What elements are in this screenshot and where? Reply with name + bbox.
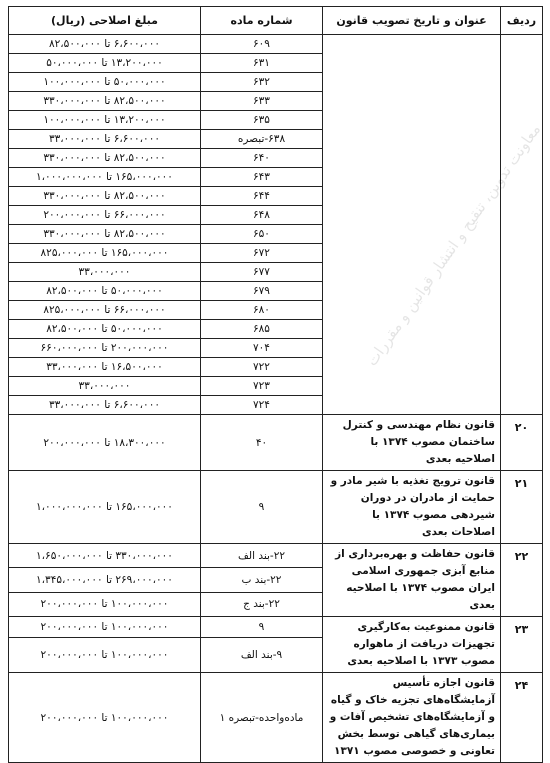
header-fine: مبلغ اصلاحی (ریال) — [9, 7, 201, 35]
fine-cell: ۲۶۹،۰۰۰،۰۰۰ تا ۱،۳۴۵،۰۰۰،۰۰۰ — [9, 568, 201, 592]
watermark-text: معاونت تدوین، تنقیح و انتشار قوانین و مقررات — [362, 120, 545, 370]
article-cell: ۲۲-بند ب — [201, 568, 323, 592]
law-title: قانون ممنوعیت به‌کارگیری تجهیزات دریافت از ماهواره مصوب ۱۳۷۳ با اصلاحیه بعدی — [323, 617, 501, 673]
table-row-24 — [9, 673, 543, 763]
article-cell: ۶۴۴ — [201, 187, 323, 206]
header-title: عنوان و تاریخ تصویب قانون — [323, 7, 501, 35]
fine-cell: ۶،۶۰۰،۰۰۰ تا ۳۳،۰۰۰،۰۰۰ — [9, 396, 201, 415]
fine-cell: ۳۳،۰۰۰،۰۰۰ — [9, 377, 201, 396]
article-cell: ۶۰۹ — [201, 35, 323, 54]
fine-cell: ۵۰،۰۰۰،۰۰۰ تا ۸۲،۵۰۰،۰۰۰ — [9, 282, 201, 301]
article-cell: ۶۳۲ — [201, 73, 323, 92]
table-row-23 — [9, 617, 543, 638]
fine-cell: ۲۰۰،۰۰۰،۰۰۰ تا ۶۶۰،۰۰۰،۰۰۰ — [9, 339, 201, 358]
article-cell: ۶۷۷ — [201, 263, 323, 282]
article-cell: ۶۴۸ — [201, 206, 323, 225]
fine-cell: ۳۳۰،۰۰۰،۰۰۰ تا ۱،۶۵۰،۰۰۰،۰۰۰ — [9, 544, 201, 568]
table-row-20 — [9, 415, 543, 471]
fine-cell: ۶۶،۰۰۰،۰۰۰ تا ۲۰۰،۰۰۰،۰۰۰ — [9, 206, 201, 225]
article-cell: ۶۸۰ — [201, 301, 323, 320]
article-cell: ۶۸۵ — [201, 320, 323, 339]
row-number: ۲۳ — [501, 617, 543, 673]
article-cell: ۴۰ — [201, 415, 323, 471]
article-cell: ۶۳۱ — [201, 54, 323, 73]
fine-cell: ۸۲،۵۰۰،۰۰۰ تا ۳۳۰،۰۰۰،۰۰۰ — [9, 149, 201, 168]
fine-cell: ۱۶۵،۰۰۰،۰۰۰ تا ۱،۰۰۰،۰۰۰،۰۰۰ — [9, 168, 201, 187]
article-cell: ۶۷۲ — [201, 244, 323, 263]
article-cell: ماده‌واحده-تبصره ۱ — [201, 673, 323, 763]
fine-cell: ۵۰،۰۰۰،۰۰۰ تا ۱۰۰،۰۰۰،۰۰۰ — [9, 73, 201, 92]
row-number: ۲۱ — [501, 471, 543, 544]
row-number: ۲۴ — [501, 673, 543, 763]
fine-cell: ۱۳،۲۰۰،۰۰۰ تا ۵۰،۰۰۰،۰۰۰ — [9, 54, 201, 73]
fine-cell: ۱۸،۳۰۰،۰۰۰ تا ۲۰۰،۰۰۰،۰۰۰ — [9, 415, 201, 471]
article-cell: ۹-بند الف — [201, 638, 323, 673]
fine-cell: ۱۶۵،۰۰۰،۰۰۰ تا ۸۲۵،۰۰۰،۰۰۰ — [9, 244, 201, 263]
article-cell: ۹ — [201, 617, 323, 638]
table-row-22 — [9, 544, 543, 568]
fine-cell: ۱۳،۲۰۰،۰۰۰ تا ۱۰۰،۰۰۰،۰۰۰ — [9, 111, 201, 130]
article-cell: ۲۲-بند ج — [201, 592, 323, 616]
fines-table — [8, 6, 543, 763]
fine-cell: ۵۰،۰۰۰،۰۰۰ تا ۸۲،۵۰۰،۰۰۰ — [9, 320, 201, 339]
fine-cell: ۳۳،۰۰۰،۰۰۰ — [9, 263, 201, 282]
title-cell-empty — [323, 35, 501, 415]
fine-cell: ۱۰۰،۰۰۰،۰۰۰ تا ۲۰۰،۰۰۰،۰۰۰ — [9, 673, 201, 763]
article-cell: ۹ — [201, 471, 323, 544]
table-row — [9, 35, 543, 54]
law-title: قانون نظام مهندسی و کنترل ساختمان مصوب ۱۳۷۴ با اصلاحیه بعدی — [323, 415, 501, 471]
table-header-row — [9, 7, 543, 35]
article-cell: ۶۵۰ — [201, 225, 323, 244]
fine-cell: ۶،۶۰۰،۰۰۰ تا ۳۳،۰۰۰،۰۰۰ — [9, 130, 201, 149]
law-title: قانون اجازه تأسیس آزمایشگاه‌های تجزیه خاک و گیاه و آزمایشگاه‌های تشخیص آفات و بیماری‌های گیاهی توسط بخش تعاونی و خصوصی مصوب ۱۳۷۱ — [323, 673, 501, 763]
article-cell: ۷۲۳ — [201, 377, 323, 396]
article-cell: ۷۰۴ — [201, 339, 323, 358]
fine-cell: ۶۶،۰۰۰،۰۰۰ تا ۸۲۵،۰۰۰،۰۰۰ — [9, 301, 201, 320]
fine-cell: ۱۰۰،۰۰۰،۰۰۰ تا ۲۰۰،۰۰۰،۰۰۰ — [9, 617, 201, 638]
law-title: قانون حفاظت و بهره‌برداری از منابع آبزی جمهوری اسلامی ایران مصوب ۱۳۷۴ با اصلاحیه بعدی — [323, 544, 501, 617]
fine-cell: ۱۶۵،۰۰۰،۰۰۰ تا ۱،۰۰۰،۰۰۰،۰۰۰ — [9, 471, 201, 544]
fine-cell: ۶،۶۰۰،۰۰۰ تا ۸۲،۵۰۰،۰۰۰ — [9, 35, 201, 54]
article-cell: ۶۴۰ — [201, 149, 323, 168]
law-title: قانون ترویج تغذیه با شیر مادر و حمایت از مادران در دوران شیردهی مصوب ۱۳۷۴ با اصلاحات بعدی — [323, 471, 501, 544]
table-row-21 — [9, 471, 543, 544]
article-cell: ۶۳۳ — [201, 92, 323, 111]
row-number: ۲۲ — [501, 544, 543, 617]
row-no-cell-empty — [501, 35, 543, 415]
article-cell: ۶۳۸-تبصره — [201, 130, 323, 149]
article-cell: ۶۴۳ — [201, 168, 323, 187]
fine-cell: ۸۲،۵۰۰،۰۰۰ تا ۳۳۰،۰۰۰،۰۰۰ — [9, 187, 201, 206]
article-cell: ۷۲۴ — [201, 396, 323, 415]
document-page — [8, 6, 545, 758]
article-cell: ۲۲-بند الف — [201, 544, 323, 568]
article-cell: ۶۷۹ — [201, 282, 323, 301]
header-row-no: ردیف — [501, 7, 543, 35]
table-body — [9, 35, 543, 763]
fine-cell: ۸۲،۵۰۰،۰۰۰ تا ۳۳۰،۰۰۰،۰۰۰ — [9, 225, 201, 244]
row-number: ۲۰ — [501, 415, 543, 471]
fine-cell: ۱۶،۵۰۰،۰۰۰ تا ۳۳،۰۰۰،۰۰۰ — [9, 358, 201, 377]
article-cell: ۷۲۲ — [201, 358, 323, 377]
fine-cell: ۱۰۰،۰۰۰،۰۰۰ تا ۲۰۰،۰۰۰،۰۰۰ — [9, 592, 201, 616]
fine-cell: ۸۲،۵۰۰،۰۰۰ تا ۳۳۰،۰۰۰،۰۰۰ — [9, 92, 201, 111]
fine-cell: ۱۰۰،۰۰۰،۰۰۰ تا ۲۰۰،۰۰۰،۰۰۰ — [9, 638, 201, 673]
header-article: شماره ماده — [201, 7, 323, 35]
article-cell: ۶۳۵ — [201, 111, 323, 130]
